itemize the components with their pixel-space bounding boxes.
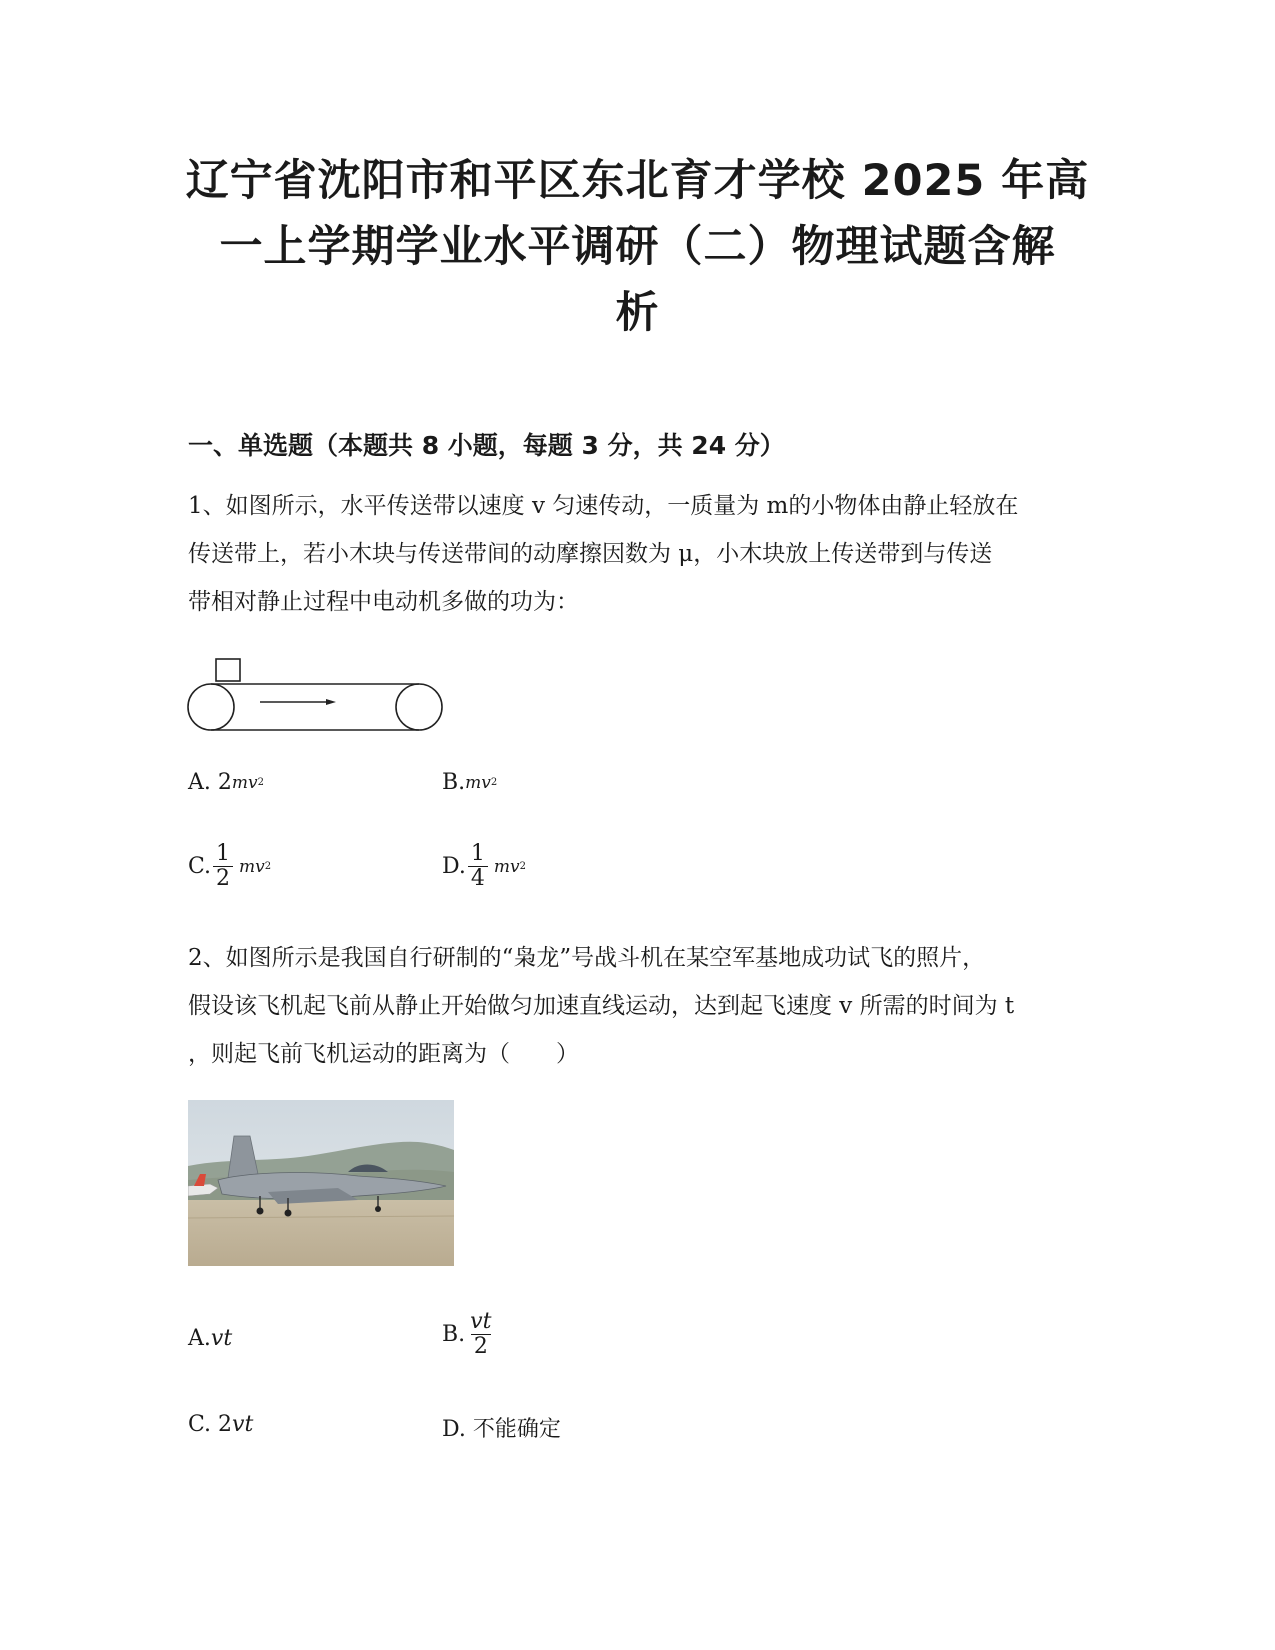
q2-option-c[interactable] bbox=[188, 1412, 253, 1437]
section-heading: 一、单选题（本题共 8 小题，每题 3 分，共 24 分） bbox=[188, 431, 785, 460]
q1-option-d-exp: 2 bbox=[519, 861, 526, 872]
left-pulley bbox=[188, 684, 234, 730]
q2-option-b-fraction bbox=[467, 1310, 494, 1359]
q1-option-d-fraction bbox=[468, 842, 488, 891]
q1-option-a-var: mv bbox=[231, 772, 258, 793]
document-title bbox=[160, 148, 1115, 346]
q1-option-d-numerator: 1 bbox=[470, 841, 485, 866]
block-box bbox=[216, 659, 240, 681]
question-2-line-2: 假设该飞机起飞前从静止开始做匀加速直线运动，达到起飞速度 v 所需的时间为 t bbox=[188, 993, 1015, 1019]
q1-option-a-exp: 2 bbox=[257, 777, 264, 788]
q1-option-b-exp: 2 bbox=[490, 777, 498, 788]
velocity-arrow-head bbox=[326, 699, 336, 705]
q1-option-c[interactable] bbox=[188, 842, 271, 891]
q1-option-b[interactable] bbox=[442, 770, 497, 795]
question-1-line-3: 带相对静止过程中电动机多做的功为： bbox=[188, 589, 579, 615]
q2-option-b-label: B. bbox=[442, 1322, 466, 1347]
q2-option-c-var: vt bbox=[232, 1412, 254, 1437]
q1-option-c-label: C. bbox=[188, 854, 212, 879]
q2-option-b-denominator: 2 bbox=[471, 1334, 491, 1359]
conveyor-belt-diagram bbox=[186, 655, 446, 735]
question-1-text bbox=[188, 482, 1088, 626]
q2-option-b-numerator: vt bbox=[470, 1309, 492, 1334]
q1-option-c-exp: 2 bbox=[264, 861, 272, 872]
q1-option-d[interactable] bbox=[442, 842, 526, 891]
q1-option-b-var: mv bbox=[465, 772, 491, 793]
q2-option-c-label: C. 2 bbox=[188, 1412, 233, 1437]
question-1-line-1: 1、如图所示，水平传送带以速度 v 匀速传动，一质量为 m的小物体由静止轻放在 bbox=[188, 493, 1019, 519]
question-2-text bbox=[188, 934, 1088, 1078]
right-pulley bbox=[396, 684, 442, 730]
question-2-line-1: 2、如图所示是我国自行研制的“枭龙”号战斗机在某空军基地成功试飞的照片， bbox=[188, 945, 986, 971]
q1-option-c-denominator: 2 bbox=[213, 866, 233, 891]
title-line-1: 辽宁省沈阳市和平区东北育才学校 2025 年高 bbox=[185, 156, 1090, 206]
q2-option-d[interactable] bbox=[442, 1412, 561, 1443]
q2-option-a-var: vt bbox=[210, 1326, 233, 1351]
q2-option-b[interactable] bbox=[442, 1310, 500, 1359]
q1-option-d-denominator: 4 bbox=[468, 866, 488, 891]
title-line-2: 一上学期学业水平调研（二）物理试题含解 bbox=[219, 222, 1056, 272]
q1-option-d-label: D. bbox=[442, 854, 466, 879]
q1-option-c-numerator: 1 bbox=[216, 841, 231, 866]
q1-option-a-label: A. 2 bbox=[188, 770, 232, 795]
photo-runway bbox=[188, 1200, 454, 1266]
q2-option-a-label: A. bbox=[188, 1326, 211, 1351]
q1-option-b-label: B. bbox=[442, 770, 466, 795]
q1-option-c-var: mv bbox=[239, 856, 265, 877]
fighter-jet-photo bbox=[188, 1100, 454, 1266]
q1-option-d-var: mv bbox=[493, 856, 520, 877]
q2-option-d-text: D. 不能确定 bbox=[442, 1417, 561, 1442]
q2-option-a[interactable] bbox=[188, 1326, 232, 1351]
question-2-line-3: ，则起飞前飞机运动的距离为（ ） bbox=[188, 1041, 579, 1067]
question-1-line-2: 传送带上，若小木块与传送带间的动摩擦因数为 μ，小木块放上传送带到与传送 bbox=[188, 541, 993, 567]
title-line-3: 析 bbox=[615, 288, 660, 338]
q1-option-a[interactable] bbox=[188, 770, 264, 795]
q1-option-c-fraction bbox=[213, 842, 233, 891]
